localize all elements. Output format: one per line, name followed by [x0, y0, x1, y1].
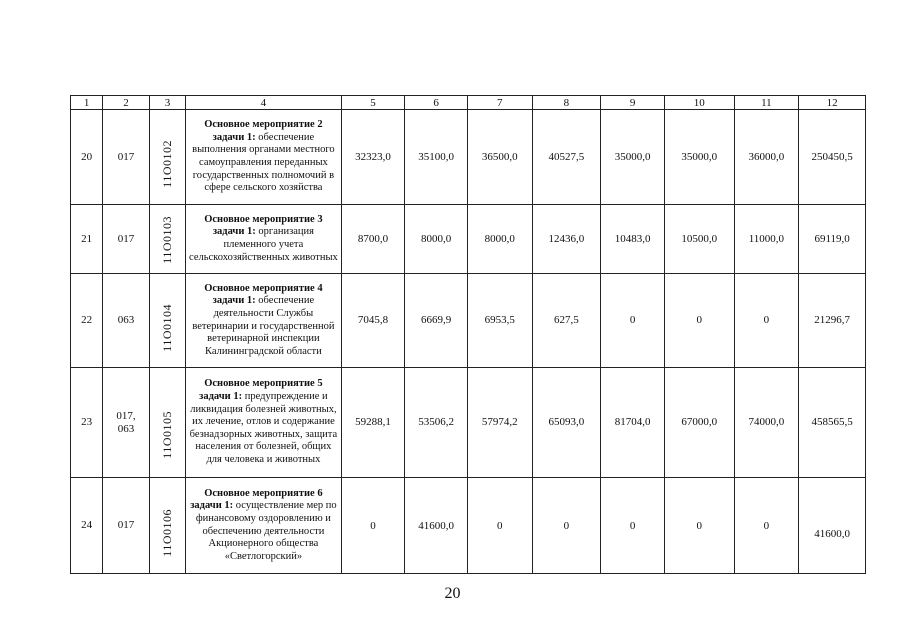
header-row — [71, 96, 866, 110]
header-cell: 2 — [103, 96, 149, 110]
page-number: 20 — [444, 585, 461, 602]
value-cell: 35100,0 — [405, 110, 468, 205]
total-cell: 41600,0 — [799, 478, 866, 574]
measure-text: предупреждение и ликвидация болезней животных, их лечение, отлов и содержание безнадзорных животных, защита населения от болезней, общих для человека и животных — [189, 391, 338, 465]
row-number: 20 — [71, 110, 103, 205]
value-cell: 53506,2 — [405, 368, 468, 478]
value-cell: 10483,0 — [601, 205, 665, 274]
value-cell: 0 — [467, 478, 532, 574]
header-cell: 5 — [341, 96, 405, 110]
table-row — [71, 110, 866, 205]
value-cell: 57974,2 — [467, 368, 532, 478]
measure-title: Основное мероприятие 5 задачи 1: — [199, 378, 323, 403]
budget-code-cell — [149, 368, 185, 478]
budget-code: 11О0103 — [159, 216, 174, 264]
budget-code-cell — [149, 110, 185, 205]
value-cell: 6669,9 — [405, 274, 468, 368]
measure-text: обеспечение деятельности Службы ветеринарии и государственной ветеринарной инспекции Калининградской области — [192, 295, 335, 357]
value-cell: 35000,0 — [601, 110, 665, 205]
table-row — [71, 368, 866, 478]
measure-title: Основное мероприятие 6 задачи 1: — [190, 487, 323, 512]
value-cell: 0 — [601, 274, 665, 368]
budget-code-cell — [149, 274, 185, 368]
value-cell: 0 — [664, 478, 734, 574]
row-number: 21 — [71, 205, 103, 274]
value-cell: 81704,0 — [601, 368, 665, 478]
table-row — [71, 205, 866, 274]
total-cell: 21296,7 — [799, 274, 866, 368]
header-cell: 1 — [71, 96, 103, 110]
header-cell: 6 — [405, 96, 468, 110]
grbs-code: 017 — [103, 478, 149, 574]
budget-code: 11О0105 — [159, 410, 174, 459]
value-cell: 7045,8 — [341, 274, 405, 368]
header-cell: 7 — [467, 96, 532, 110]
value-cell: 0 — [664, 274, 734, 368]
grbs-code: 017 — [103, 205, 149, 274]
value-cell: 12436,0 — [532, 205, 601, 274]
table-row — [71, 478, 866, 574]
row-number: 22 — [71, 274, 103, 368]
grbs-code: 017 — [103, 110, 149, 205]
value-cell: 59288,1 — [341, 368, 405, 478]
budget-table — [70, 95, 866, 574]
value-cell: 10500,0 — [664, 205, 734, 274]
value-cell: 0 — [734, 274, 799, 368]
measure-title: Основное мероприятие 2 задачи 1: — [204, 119, 323, 143]
total-cell: 250450,5 — [799, 110, 866, 205]
value-cell: 35000,0 — [664, 110, 734, 205]
budget-code: 11О0106 — [159, 508, 174, 557]
value-cell: 8700,0 — [341, 205, 405, 274]
measure-description — [186, 274, 342, 368]
total-cell: 69119,0 — [799, 205, 866, 274]
measure-text: осуществление мер по финансовому оздоровлению и обеспечению деятельности Акционерного общества «Светлогорский» — [195, 500, 337, 562]
header-cell: 12 — [799, 96, 866, 110]
measure-text: организация племенного учета сельскохозяйственных животных — [189, 226, 338, 263]
header-cell: 9 — [601, 96, 665, 110]
value-cell: 36500,0 — [467, 110, 532, 205]
measure-title: Основное мероприятие 4 задачи 1: — [204, 282, 323, 307]
value-cell: 0 — [341, 478, 405, 574]
table-row — [71, 274, 866, 368]
budget-code: 11О0104 — [159, 303, 174, 352]
value-cell: 6953,5 — [467, 274, 532, 368]
value-cell: 41600,0 — [405, 478, 468, 574]
measure-title: Основное мероприятие 3 задачи 1: — [204, 213, 323, 238]
header-cell: 11 — [734, 96, 799, 110]
value-cell: 74000,0 — [734, 368, 799, 478]
budget-code: 11О0102 — [159, 140, 174, 188]
value-cell: 65093,0 — [532, 368, 601, 478]
value-cell: 36000,0 — [734, 110, 799, 205]
header-cell: 10 — [664, 96, 734, 110]
header-cell: 3 — [149, 96, 185, 110]
grbs-code: 017, 063 — [103, 368, 149, 478]
value-cell: 32323,0 — [341, 110, 405, 205]
row-number: 24 — [71, 478, 103, 574]
measure-description — [186, 110, 342, 205]
value-cell: 8000,0 — [467, 205, 532, 274]
value-cell: 40527,5 — [532, 110, 601, 205]
value-cell: 0 — [532, 478, 601, 574]
budget-code-cell — [149, 205, 185, 274]
budget-code-cell — [149, 478, 185, 574]
value-cell: 67000,0 — [664, 368, 734, 478]
value-cell: 11000,0 — [734, 205, 799, 274]
value-cell: 0 — [601, 478, 665, 574]
measure-text: обеспечение выполнения органами местного самоуправления переданных государственных полномочий в сфере сельского хозяйства — [192, 131, 335, 194]
total-cell: 458565,5 — [799, 368, 866, 478]
value-cell: 0 — [734, 478, 799, 574]
value-cell: 627,5 — [532, 274, 601, 368]
value-cell: 8000,0 — [405, 205, 468, 274]
measure-description — [186, 205, 342, 274]
row-number: 23 — [71, 368, 103, 478]
header-cell: 8 — [532, 96, 601, 110]
header-cell: 4 — [186, 96, 342, 110]
measure-description — [186, 478, 342, 574]
grbs-code: 063 — [103, 274, 149, 368]
measure-description — [186, 368, 342, 478]
